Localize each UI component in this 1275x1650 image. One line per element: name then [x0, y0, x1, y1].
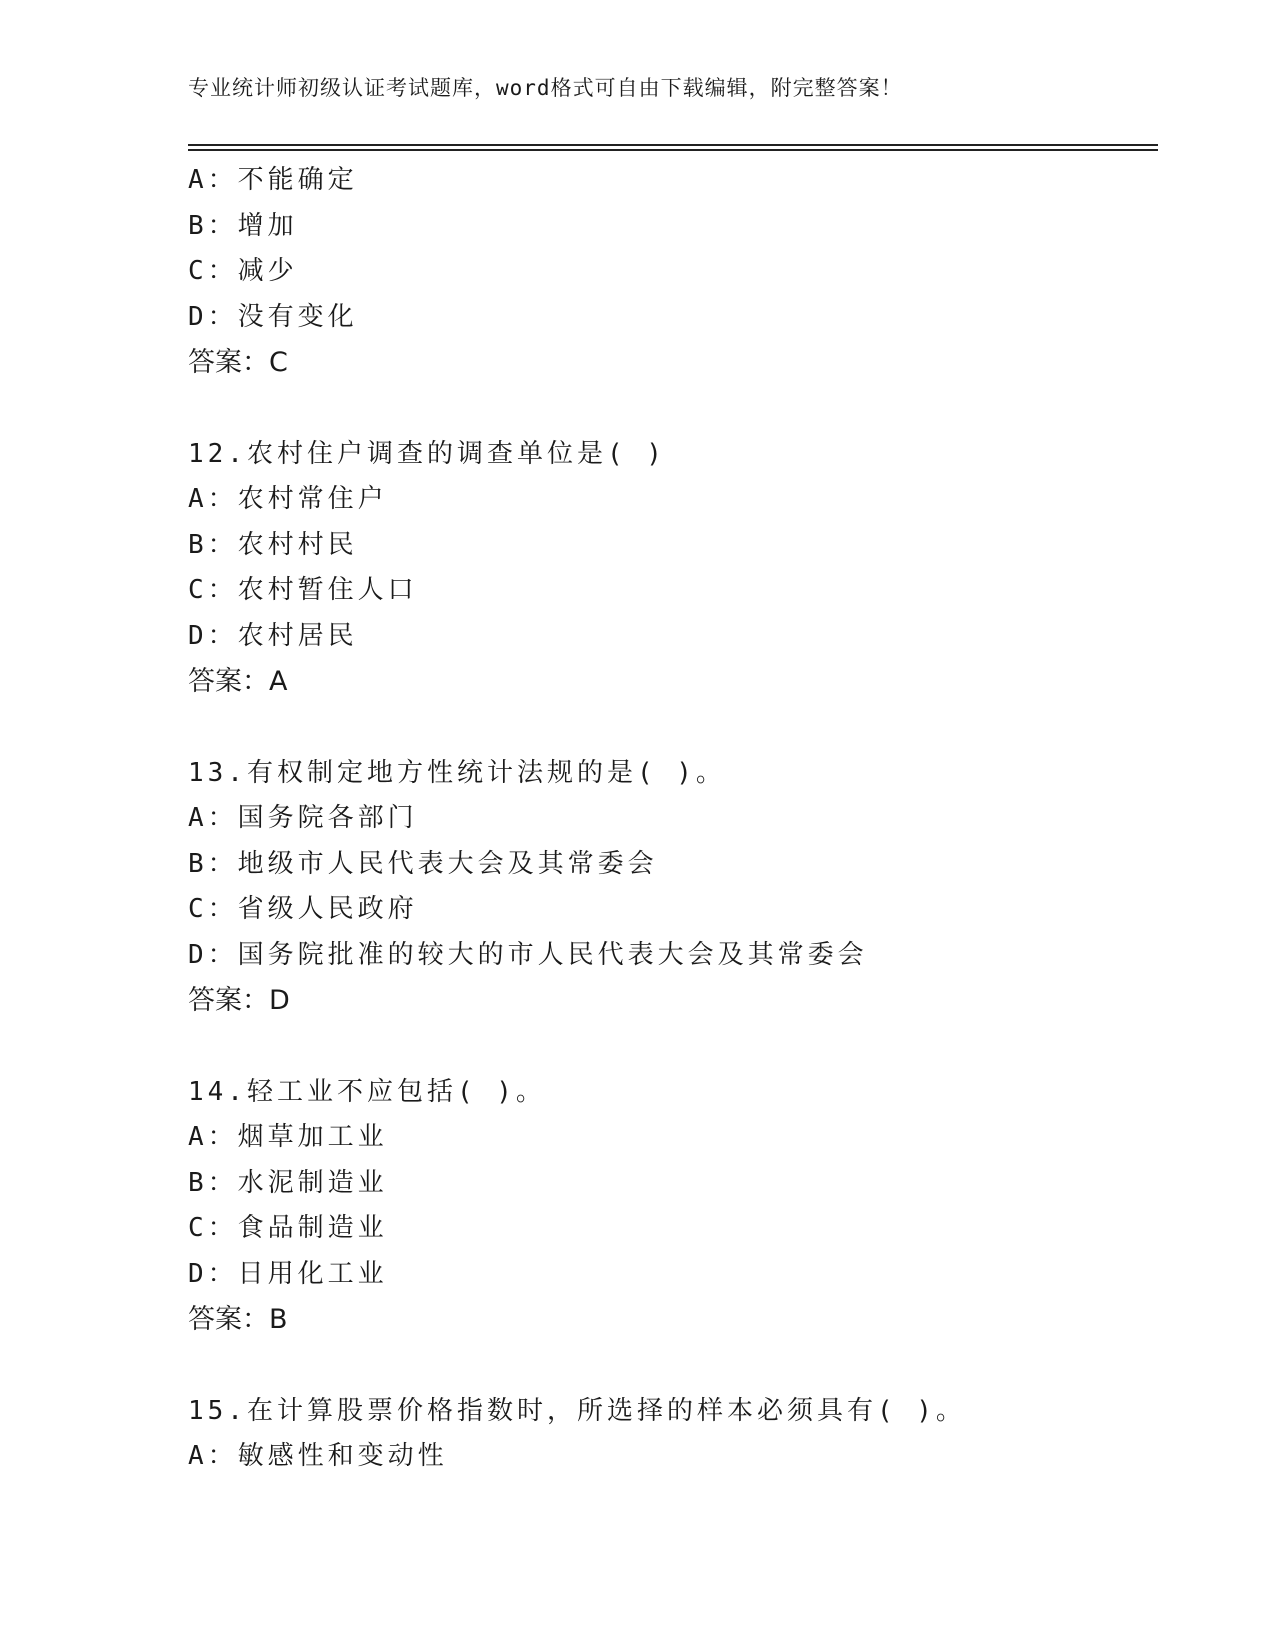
option-d: D：没有变化 — [188, 301, 358, 332]
answer-line: 答案：D — [188, 985, 290, 1016]
option-b: B：农村村民 — [188, 529, 358, 560]
option-c: C：减少 — [188, 256, 298, 286]
option-a: A：国务院各部门 — [188, 803, 418, 833]
question-block-12 — [188, 432, 1148, 705]
answer-line: 答案：A — [188, 666, 288, 697]
option-b: B：增加 — [188, 210, 298, 241]
answer-line: 答案：B — [188, 1304, 288, 1335]
question-block-prev — [188, 158, 1148, 386]
question-stem: 13.有权制定地方性统计法规的是( )。 — [188, 757, 726, 788]
question-stem: 12.农村住户调查的调查单位是( ) — [188, 438, 666, 469]
header-divider — [188, 144, 1158, 151]
option-c: C：农村暂住人口 — [188, 575, 418, 605]
option-d: D：农村居民 — [188, 620, 358, 651]
option-a: A：不能确定 — [188, 165, 358, 195]
option-a: A：烟草加工业 — [188, 1122, 388, 1152]
option-a: A：农村常住户 — [188, 484, 388, 514]
question-block-14 — [188, 1070, 1148, 1343]
option-c: C：食品制造业 — [188, 1213, 388, 1243]
option-d: D：日用化工业 — [188, 1258, 388, 1289]
page-header: 专业统计师初级认证考试题库，word格式可自由下载编辑，附完整答案！ — [188, 76, 903, 100]
question-stem: 14.轻工业不应包括( )。 — [188, 1076, 546, 1107]
option-b: B：地级市人民代表大会及其常委会 — [188, 848, 658, 879]
question-list — [188, 158, 1148, 1480]
option-a: A：敏感性和变动性 — [188, 1441, 448, 1471]
option-d: D：国务院批准的较大的市人民代表大会及其常委会 — [188, 939, 868, 970]
question-block-15 — [188, 1389, 1148, 1480]
question-stem: 15.在计算股票价格指数时，所选择的样本必须具有( )。 — [188, 1395, 966, 1426]
question-block-13 — [188, 751, 1148, 1024]
answer-line: 答案：C — [188, 347, 288, 378]
option-c: C：省级人民政府 — [188, 894, 418, 924]
option-b: B：水泥制造业 — [188, 1167, 388, 1198]
